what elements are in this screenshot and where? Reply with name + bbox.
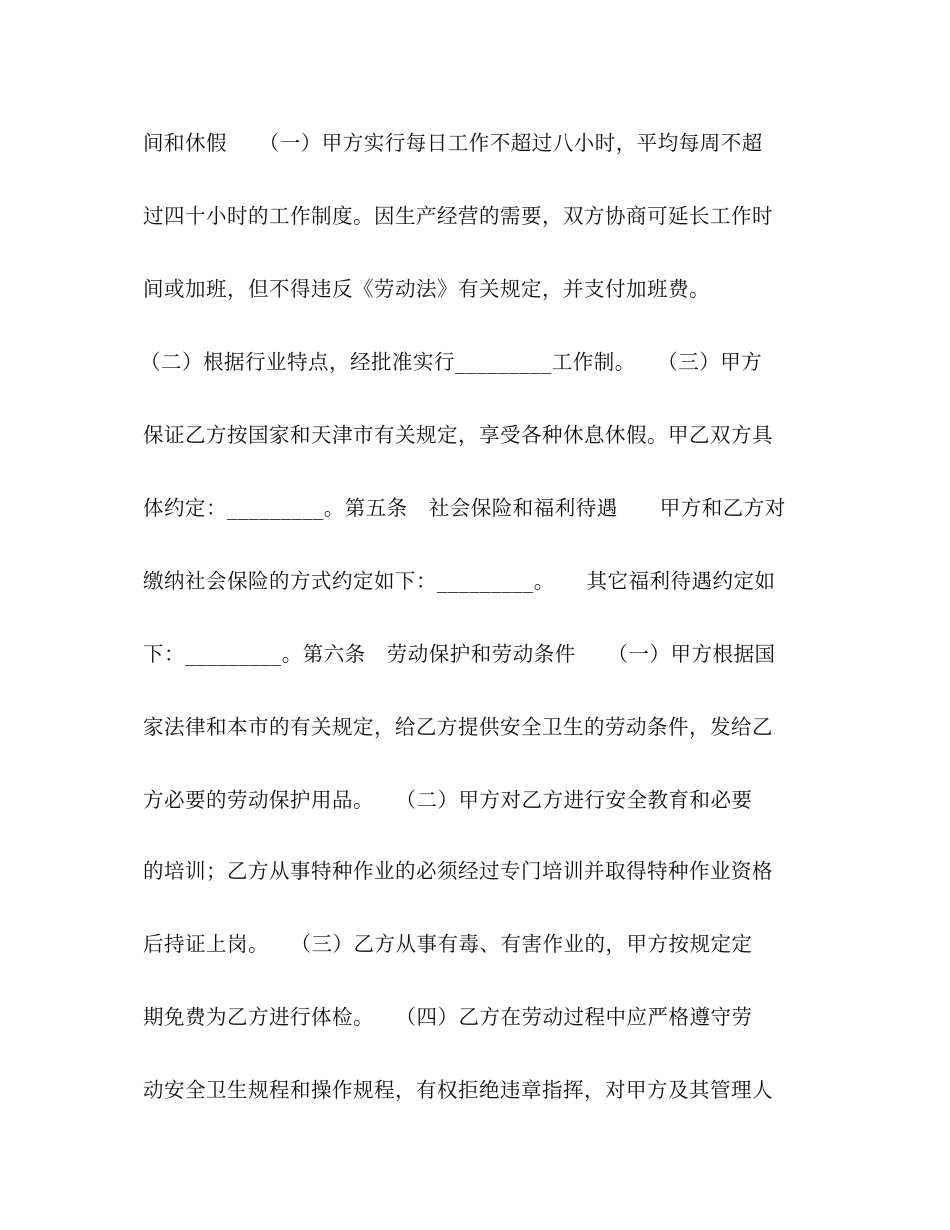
text-line: 体约定：_________。第五条 社会保险和福利待遇 甲方和乙方对 (143, 496, 786, 520)
text-line: 期免费为乙方进行体检。 （四）乙方在劳动过程中应严格遵守劳 (143, 1005, 753, 1029)
text-line: 间和休假 （一）甲方实行每日工作不超过八小时，平均每周不超 (143, 131, 763, 155)
text-line: 方必要的劳动保护用品。 （二）甲方对乙方进行安全教育和必要 (143, 788, 753, 812)
text-line: （二）根据行业特点，经批准实行_________工作制。 （三）甲方 (140, 350, 763, 374)
text-line: 下：_________。第六条 劳动保护和劳动条件 （一）甲方根据国 (143, 642, 776, 666)
text-line: 过四十小时的工作制度。因生产经营的需要，双方协商可延长工作时 (143, 204, 773, 228)
text-line: 间或加班，但不得违反《劳动法》有关规定，并支付加班费。 (143, 277, 710, 301)
text-line: 后持证上岗。 （三）乙方从事有毒、有害作业的，甲方按规定定 (143, 932, 753, 956)
text-line: 家法律和本市的有关规定，给乙方提供安全卫生的劳动条件，发给乙 (143, 715, 773, 739)
text-line: 的培训；乙方从事特种作业的必须经过专门培训并取得特种作业资格 (143, 859, 773, 883)
text-line: 动安全卫生规程和操作规程，有权拒绝违章指挥，对甲方及其管理人 (143, 1078, 773, 1102)
text-line: 缴纳社会保险的方式约定如下：_________。 其它福利待遇约定如 (143, 569, 776, 593)
text-line: 保证乙方按国家和天津市有关规定，享受各种休息休假。甲乙双方具 (143, 423, 773, 447)
